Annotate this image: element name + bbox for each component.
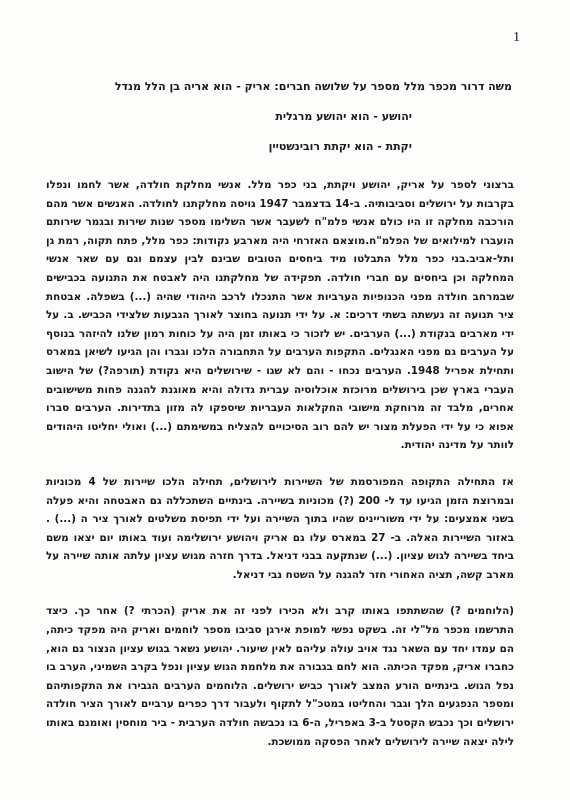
paragraph-1: ברצוני לספר על אריק, יהושע ויקתת, בני כפר מלל. אנשי מחלקת חולדה, אשר לחמו ונפלו בקרבות על ירושלים וסביבותיה. ב-14 בדצמבר 1947 גויסה מחלקתנו לחולדה. האנשים אשר מהם הורכבה מחלקה זו היו כולם אנשי פלמ"ח לשעבר אשר השלימו מספר שנות שירות ובגמר שירותם הועברו למילואים של הפלמ"ח.מוצאם האזרחי היה מארבע נקודות: כפר מלל, פתח תקוה, רמת גן ותל-אביב.בני כפר מלל התבלטו מיד ביחסים הטובים שבינם לבין עצמם וגם עם שאר אנשי המחלקה וכן ביחסים עם חברי חולדה. תפקידה של מחלקתנו היה לאבטח את התנועה בכבישים שבמרחב חולדה מפני הכנופיות הערביות אשר התנכלו לרכב היהודי שהיה (...) בשפלה. אבטחת ציר תנועה זה נעשתה בשתי דרכים: א. על ידי תנועה בחוצר לאורך הגבעות שלצידי הכביש. ב. על ידי מארבים בנקודת (...) הערבים. יש לזכור כי באותו זמן היה על כוחות רמון שלנו להיזהר בנוסף על הערבים גם מפני האנגלים. התקפות הערבים על התחבורה הלכו וגברו והן הגיעו לשיאן במארס ותחילת אפריל 1948. הערבים נכחו - והם לא שגו - שירושלים היא נקודת (תורפה?) של הישוב העברי בארץ שכן בירושלים מרוכזת אוכלוסיה עברית גדולה והיא מאוגנת להגנה פחות משישובים אחרים, מלבד זה מרוחקת מישובי החקלאות העבריות שיספקו לה מזון בתדירות. הערבים סברו אפוא כי על ידי הפעלת מצור יש להם רוב הסיכויים להצליח במשימתם (...) ואולי יחליטו היהודים לוותר על מדינה יהודית.	[46, 179, 514, 452]
page-number: 1	[513, 30, 520, 45]
paragraph-2: אז התחילה התקופה המפורסמת של השיירות לירושלים, תחילה הלכו שיירות של 4 מכוניות ובמרוצת הזמן הגיעו עד ל- 200 (?) מכוניות בשיירה. בינתיים השתכללה גם האבטחה והיא פעלה בשני אמצעים: על ידי משוריינים שהיו בתוך השיירה ועל ידי תפיסת משלטים לאורך ציר ה (...) . באזור השיירות האלה. ב- 27 במארס עלו גם אריק ויהושע ירושלימה ועוד באותו יום יצאו משם ביחד בשיירה לגוש עציון. (...) שנתקעה בבני דניאל. בדרך חזרה מגוש עציון עלתה אותה שיירה על מארב קשה, תציה האחורי חזר להגנה על השטח נבי דניאל.	[46, 475, 515, 581]
document-header	[52, 72, 512, 162]
header-line-2: יהושע - הוא יהושע מרגלית	[275, 110, 412, 123]
header-line-1: משה דרור מכפר מלל מספר על שלושה חברים: אריק - הוא אריה בן הלל מנדל	[114, 80, 512, 93]
paragraph-3: (הלוחמים ?) שהשתתפו באותו קרב ולא הכירו לפני זה את אריק (הכרתי ?) אחר כך. כיצד התרשמו מכפר מל"לי זה. בשקט נפשי למופת אירגן סביבו מספר לוחמים ואריק היה מפקד כיתה, הם עמדו יחד עם השאר נגד אויב עולה עליהם לאין שיעור. יהושע נשאר בגוש עציון הנצור גם הוא, כחברו אריק, מפקד הכיתה. הוא לחם בגבורה את מלחמת הגוש עציון ונפל בקרב השמיני, הערב בו נפל הגוש. בינתיים הורע המצב לאורך כביש ירושלים. הלוחמים הערבים הגבירו את התקפותיהם ומספר הנפגעים הלך וגבר והחליטו במטכ"ל לתקוף ולעבור דרך כפרים ערביים לאורך הציר חולדה ירושלים וכך נכבש הקסטל ב-3 באפריל, ה-6 בו נכבשה חולדה הערבית - ביר מוחסין ואומנם באותו לילה יצאה שיירה לירושלים לאחר הפסקה ממושכת.	[46, 605, 514, 748]
header-line-3: יקתת - הוא יקתת רובינשטיין	[268, 140, 412, 153]
document-body	[46, 176, 514, 769]
